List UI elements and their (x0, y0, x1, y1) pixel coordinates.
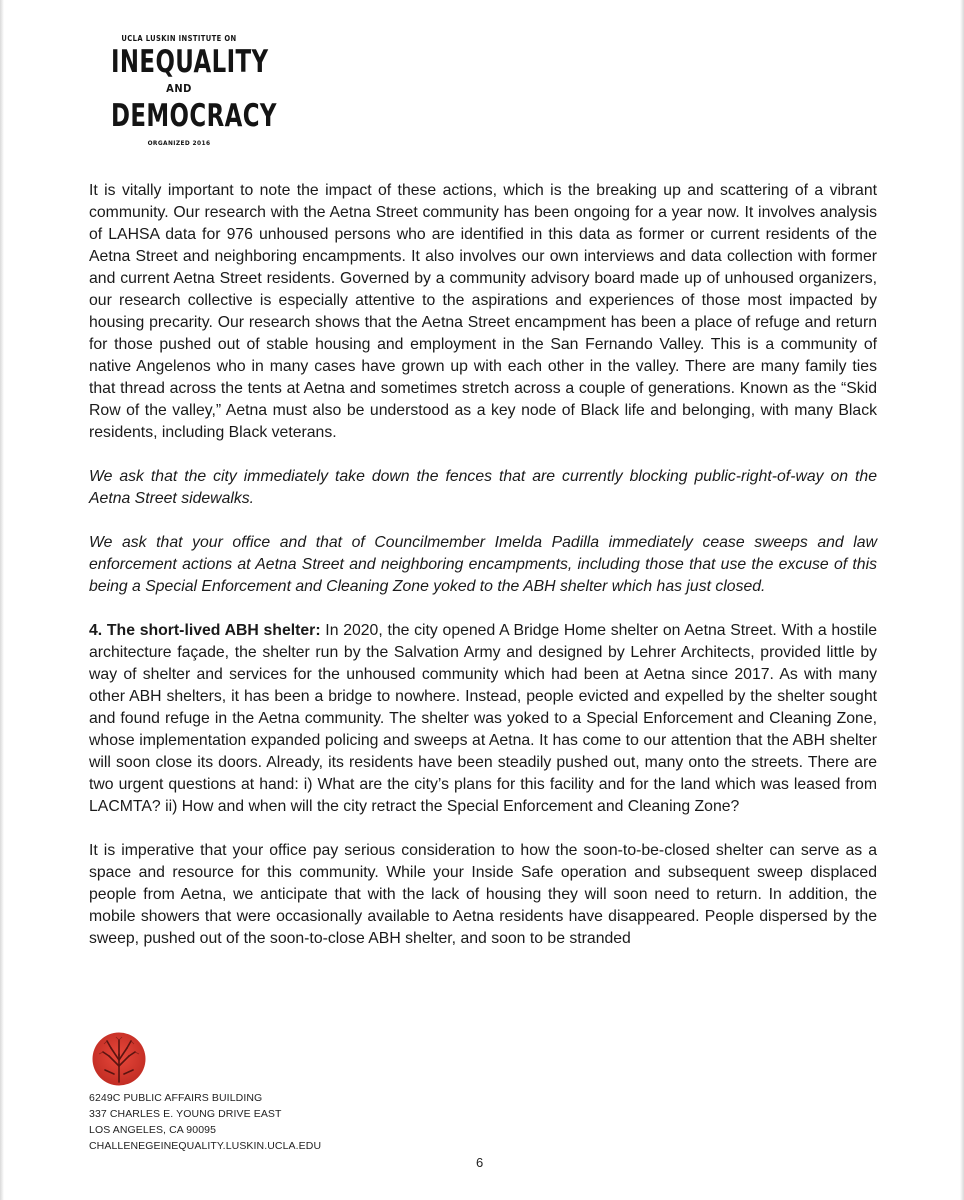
logo-word-inequality: INEQUALITY (110, 44, 269, 80)
paragraph-imperative: It is imperative that your office pay serious consideration to how the soon-to-be-closed shelter can serve as a space and resource for this community. While your Inside Safe operation and subsequent sweep displaced people from Aetna, we anticipate that with the lack of housing they will soon need to return. In addition, the mobile showers that were occasionally available to Aetna residents have disappeared. People dispersed by the sweep, pushed out of the soon-to-close ABH shelter, and soon to be stranded (89, 842, 877, 947)
paragraph-impact: It is vitally important to note the impact of these actions, which is the breaking up and scattering of a vibrant community. Our research with the Aetna Street community has been ongoing for a year now. It involves analysis of LAHSA data for 976 unhoused persons who are identified in this data as former or current residents of the Aetna Street and neighboring encampments. It also involves our own interviews and data collection with former and current Aetna Street residents. Governed by a community advisory board made up of unhoused organizers, our research collective is especially attentive to the aspirations and experiences of those most impacted by housing precarity. Our research shows that the Aetna Street encampment has been a place of refuge and return for those pushed out of stable housing and employment in the San Fernando Valley. This is a community of native Angelenos who in many cases have grown up with each other in the valley. There are many family ties that thread across the tents at Aetna and sometimes stretch across a couple of generations. Known as the “Skid Row of the valley,” Aetna must also be understood as a key node of Black life and belonging, with many Black residents, including Black veterans. (89, 182, 877, 441)
page-edge-left (0, 0, 4, 1200)
ucla-seal-icon (92, 1032, 146, 1086)
address-line-website: CHALLENEGEINEQUALITY.LUSKIN.UCLA.EDU (89, 1140, 322, 1152)
logo-word-democracy: DEMOCRACY (110, 98, 277, 134)
page-edge-right (960, 0, 964, 1200)
request-cease-sweeps: We ask that your office and that of Councilmember Imelda Padilla immediately cease sweeps and law enforcement actions at Aetna Street and neighboring encampments, including those that use the excuse of this being a Special Enforcement and Cleaning Zone yoked to the ABH shelter which has just closed. (89, 534, 877, 595)
paragraph-abh-shelter (89, 620, 877, 818)
section-heading-abh-shelter: 4. The short-lived ABH shelter: (89, 622, 321, 639)
address-line-building: 6249C PUBLIC AFFAIRS BUILDING (89, 1092, 263, 1104)
letter-body (89, 180, 877, 972)
logo-word-and: AND (166, 82, 192, 95)
logo-organized-year: ORGANIZED 2016 (147, 139, 211, 147)
request-remove-fences: We ask that the city immediately take down the fences that are currently blocking public-right-of-way on the Aetna Street sidewalks. (89, 468, 877, 507)
institute-logo (96, 34, 277, 148)
address-line-city: LOS ANGELES, CA 90095 (89, 1124, 217, 1136)
page-number: 6 (476, 1155, 484, 1170)
footer-address (89, 1090, 321, 1154)
abh-shelter-text: In 2020, the city opened A Bridge Home shelter on Aetna Street. With a hostile architecture façade, the shelter run by the Salvation Army and designed by Lehrer Architects, provided little by way of shelter and services for the unhoused community which had been at Aetna since 2017. As with many other ABH shelters, it has been a bridge to nowhere. Instead, people evicted and expelled by the shelter sought and found refuge in the Aetna community. The shelter was yoked to a Special Enforcement and Cleaning Zone, whose implementation expanded policing and sweeps at Aetna. It has come to our attention that the ABH shelter will soon close its doors. Already, its residents have been steadily pushed out, many onto the streets. There are two urgent questions at hand: i) What are the city’s plans for this facility and for the land which was leased from LACMTA? ii) How and when will the city retract the Special Enforcement and Cleaning Zone? (89, 622, 877, 815)
address-line-street: 337 CHARLES E. YOUNG DRIVE EAST (89, 1108, 282, 1120)
logo-line-institute: UCLA LUSKIN INSTITUTE ON (121, 34, 237, 43)
